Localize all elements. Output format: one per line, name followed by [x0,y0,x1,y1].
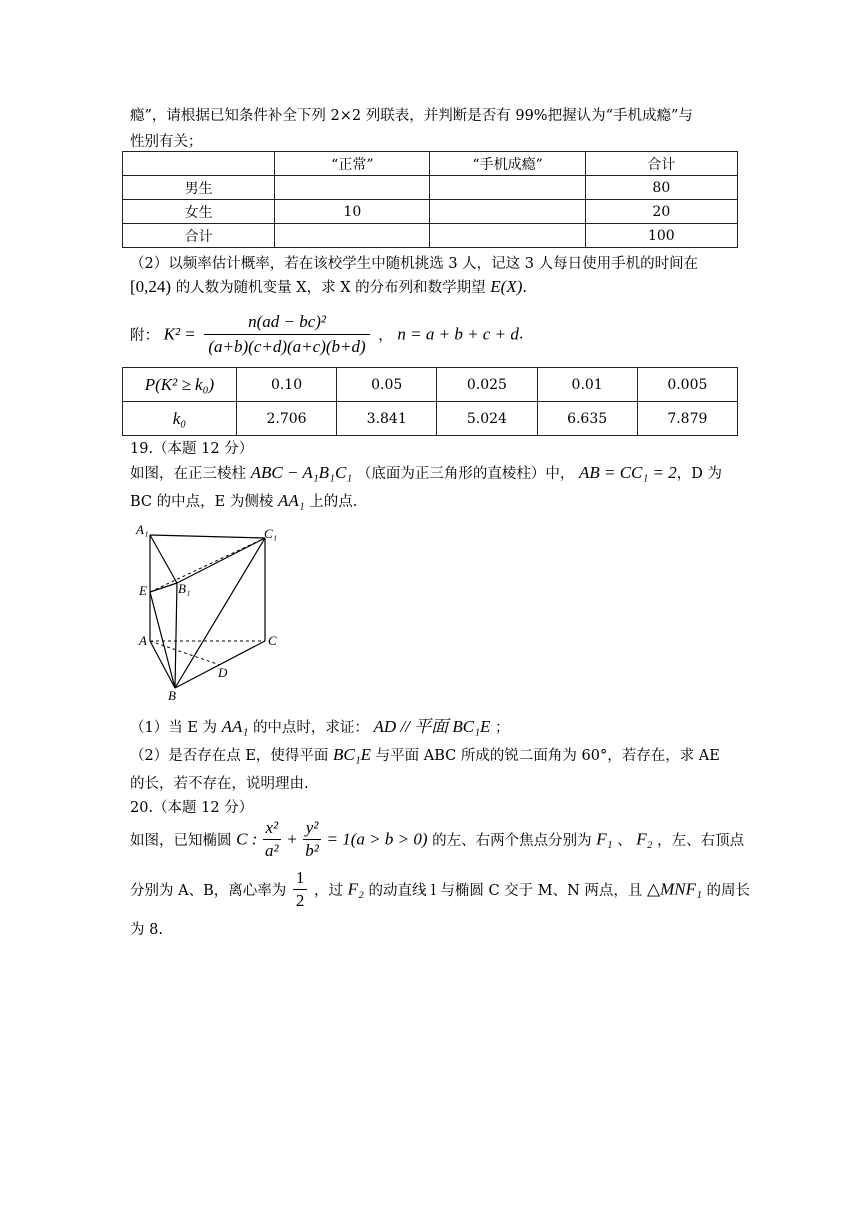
fraction-numerator: y² [303,818,321,840]
table-cell [430,176,585,200]
triangle-expression: △MNF₁ [647,879,702,899]
part2-text: 的人数为随机变量 X，求 X 的分布列和数学期望 [175,280,486,296]
table-cell: 男生 [123,176,275,200]
q19-text: ，D 为 [676,466,723,482]
y-fraction [303,818,321,861]
q19-text: BC 的中点，E 为侧棱 [130,494,274,510]
edge-e-b1 [150,583,177,592]
prism-expression: ABC − A₁B₁C₁ [250,463,353,482]
table-row [123,200,738,224]
label-e: E [139,583,147,598]
edge-a1-c1 [150,535,265,538]
table-cell: 女生 [123,200,275,224]
label-c: C [268,633,277,648]
prism-figure [130,520,290,705]
intro-line-2: 性别有关； [130,134,203,150]
table-cell: 2.706 [236,402,336,436]
q19-text: ； [495,720,510,736]
part2-line-1: （2）以频率估计概率，若在该校学生中随机挑选 3 人，记这 3 人每日使用手机的时间在 [130,256,699,272]
table-cell: 6.635 [537,402,637,436]
table-cell [275,224,430,248]
table-cell [275,176,430,200]
aa1-expression: AA₁ [221,717,249,736]
table-row [123,368,738,402]
part2-end: . [522,280,527,296]
q19-text: （底面为正三角形的直棱柱）中， [356,466,575,482]
aa1-expression: AA₁ [277,491,305,510]
fraction-denominator: b² [305,841,319,860]
q20-text: 的周长 [706,883,750,899]
ellipse-name: C : [236,829,258,849]
table-row [123,152,738,176]
table-row-label: k₀ [123,402,237,436]
q19-line-1 [130,462,722,483]
part2-line-2 [130,276,527,297]
q19-text: 与平面 ABC 所成的锐二面角为 60°，若存在，求 AE [375,748,720,764]
focus-f2: F₂ [636,829,653,849]
q20-text: 、 [617,833,632,849]
table-cell: 0.025 [437,368,537,402]
focus-f1: F₁ [596,829,613,849]
fraction-denominator: a² [264,841,279,860]
n-definition: n = a + b + c + d [397,324,519,344]
table-cell: 80 [585,176,737,200]
q19-title: 19.（本题 12 分） [130,441,254,457]
q19-line-2 [130,490,357,511]
contingency-table [122,151,738,248]
label-a: A [139,633,147,648]
plus-sign: + [286,829,298,849]
q20-text: ，左、右顶点 [657,833,745,849]
x-fraction [263,818,281,861]
appendix-label: 附： [130,328,159,344]
table-row-label: P(K² ≥ k₀) [123,368,237,402]
table-cell: 7.879 [637,402,737,436]
q20-title: 20.（本题 12 分） [130,800,254,816]
table-cell [430,224,585,248]
fraction-denominator: 2 [295,891,305,910]
appendix-sep: ， [378,328,393,344]
fraction-numerator: n(ad − bc)² [204,312,369,335]
edge-b1-b [175,583,177,688]
expectation-expression: E(X) [490,277,523,296]
table-header-cell: 合计 [585,152,737,176]
fraction-numerator: x² [263,818,281,840]
parallel-statement: AD // 平面 BC₁E [373,717,491,736]
q20-text: 分别为 A、B，离心率为 [130,883,287,899]
table-cell: 5.024 [437,402,537,436]
q19-sub-2 [130,744,720,765]
k-square-fraction [204,312,369,357]
table-cell [430,200,585,224]
ellipse-rhs: = 1(a > b > 0) [326,829,428,849]
table-cell: 100 [585,224,737,248]
q19-text: （2）是否存在点 E，使得平面 [130,748,329,764]
table-header-cell [123,152,275,176]
table-cell: 0.05 [337,368,437,402]
q20-text: 的左、右两个焦点分别为 [432,833,592,849]
label-a1: A₁ [136,522,149,537]
q20-text: 如图，已知椭圆 [130,833,232,849]
k-square-lhs: K² = [163,324,196,344]
table-cell: 0.01 [537,368,637,402]
q20-line-1 [130,818,744,861]
table-row [123,176,738,200]
q19-text: 如图，在正三棱柱 [130,466,246,482]
edge-a-b [150,641,175,688]
q19-sub-2-line-2: 的长，若不存在，说明理由. [130,776,309,792]
appendix-end: . [518,326,524,343]
plane-expression: BC₁E [333,745,372,764]
edge-e-b [150,592,175,688]
q20-text: 的动直线 l 与椭圆 C 交于 M、N 两点，且 [368,883,643,899]
fraction-numerator: 1 [293,868,308,890]
eccentricity-fraction [293,868,308,911]
appendix-formula [130,312,523,357]
table-cell: 0.005 [637,368,737,402]
q19-text: （1）当 E 为 [130,720,218,736]
table-cell: 20 [585,200,737,224]
interval-expression: [0,24) [130,277,172,296]
q19-text: 的中点时，求证： [252,720,369,736]
q20-text: ，过 [313,883,343,899]
table-cell: 3.841 [337,402,437,436]
table-header-cell: “手机成瘾” [430,152,585,176]
critical-value-table [122,367,738,436]
edge-a1-b1 [150,535,177,583]
label-b1: B₁ [178,581,191,596]
focus-f2: F₂ [347,879,364,899]
intro-line-1: 瘾”，请根据已知条件补全下列 2×2 列联表，并判断是否有 99%把握认为“手机成瘾”与 [130,108,693,124]
q19-text: 上的点. [309,494,358,510]
ab-equation: AB = CC₁ = 2 [578,463,677,482]
label-b: B [168,688,176,703]
q20-line-3: 为 8. [130,922,163,938]
q20-line-2 [130,868,750,911]
table-header-cell: “正常” [275,152,430,176]
table-cell: 10 [275,200,430,224]
table-row [123,224,738,248]
table-row [123,402,738,436]
label-d: D [218,665,228,680]
table-cell: 0.10 [236,368,336,402]
label-c1: C₁ [264,526,278,541]
table-cell: 合计 [123,224,275,248]
fraction-denominator: (a+b)(c+d)(a+c)(b+d) [208,337,366,356]
q19-sub-1 [130,712,510,737]
